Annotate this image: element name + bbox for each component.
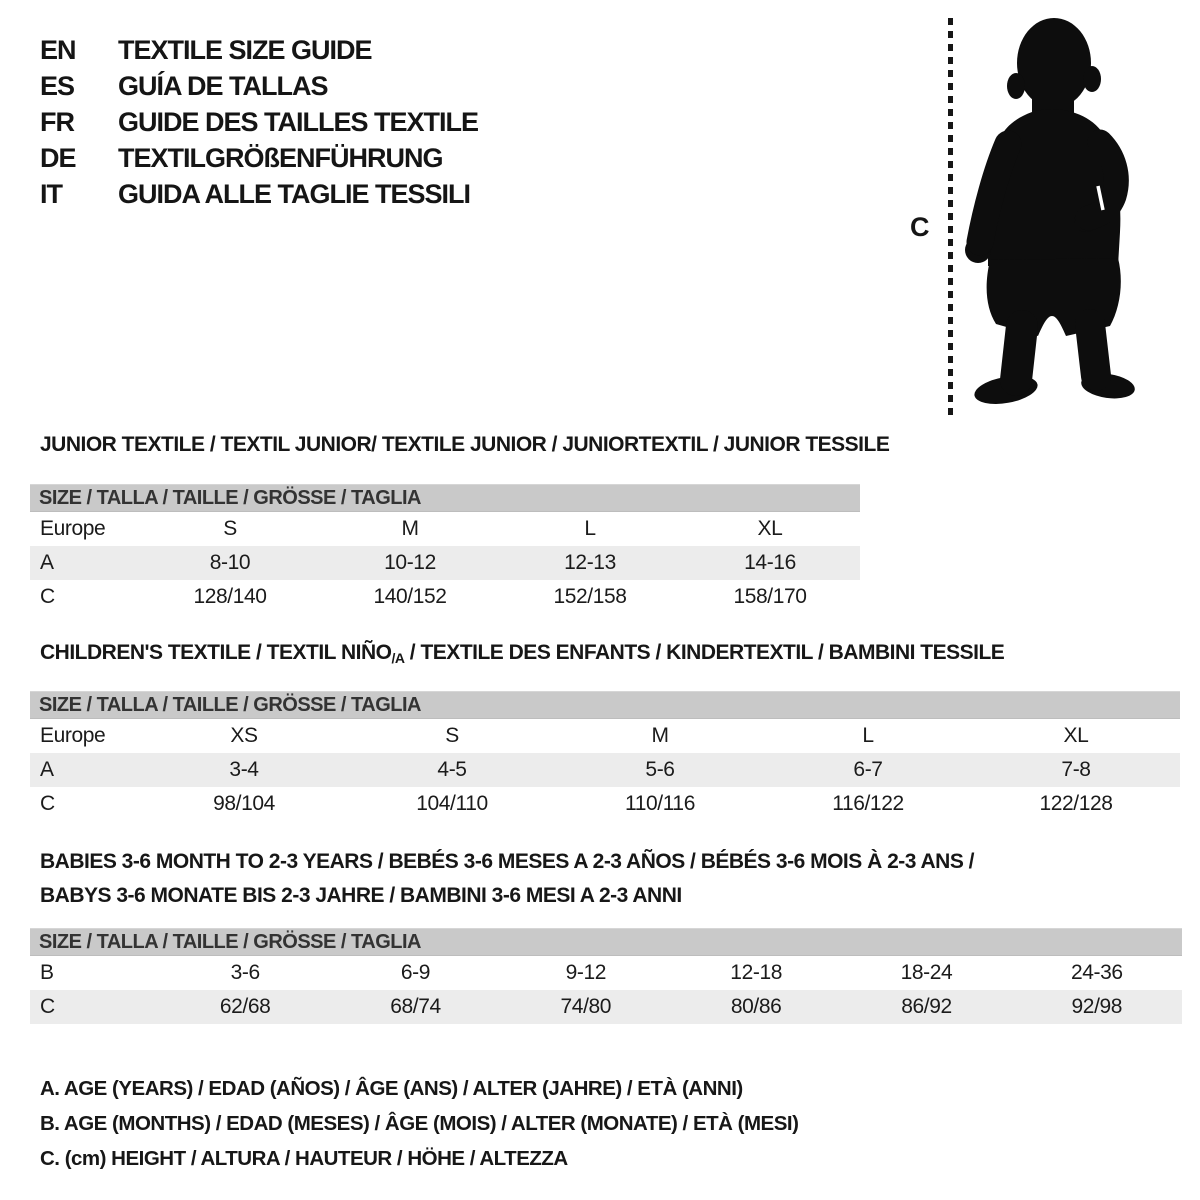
- height-cell: 116/122: [832, 792, 904, 815]
- size-cell: XS: [230, 724, 258, 747]
- age-cell: 10-12: [384, 551, 436, 574]
- language-code: ES: [40, 70, 75, 101]
- table-row-age: [30, 753, 1180, 787]
- children-title-text: / TEXTILE DES ENFANTS / KINDERTEXTIL / BAMBINI TESSILE: [404, 641, 1005, 664]
- size-cell: S: [223, 517, 237, 540]
- row-label: A: [40, 551, 54, 574]
- junior-size-table: [30, 484, 860, 614]
- age-cell: 9-12: [565, 961, 607, 984]
- row-label: C: [40, 995, 55, 1018]
- footnote-c: C. (cm) HEIGHT / ALTURA / HAUTEUR / HÖHE / ALTEZZA: [40, 1147, 568, 1170]
- language-row: [40, 104, 478, 140]
- language-title-list: [40, 32, 478, 212]
- footnote-a: A. AGE (YEARS) / EDAD (AÑOS) / ÂGE (ANS) / ALTER (JAHRE) / ETÀ (ANNI): [40, 1077, 743, 1100]
- age-cell: 24-36: [1070, 961, 1123, 984]
- table-row-age-months: [30, 956, 1182, 990]
- language-code: IT: [40, 178, 62, 209]
- height-cell: 122/128: [1039, 792, 1113, 815]
- babies-title-line1: BABIES 3-6 MONTH TO 2-3 YEARS / BEBÉS 3-6 MESES A 2-3 AÑOS / BÉBÉS 3-6 MOIS À 2-3 ANS /: [40, 850, 975, 873]
- row-label: C: [40, 585, 55, 608]
- size-header-band: SIZE / TALLA / TAILLE / GRÖSSE / TAGLIA: [30, 484, 860, 512]
- height-cell: 98/104: [213, 792, 275, 815]
- table-row-europe: [30, 719, 1180, 753]
- language-row: [40, 32, 478, 68]
- age-cell: 12-13: [564, 551, 616, 574]
- table-row-europe: [30, 512, 860, 546]
- row-label: C: [40, 792, 55, 815]
- height-cell: 92/98: [1071, 995, 1123, 1018]
- age-cell: 18-24: [900, 961, 953, 984]
- row-label: A: [40, 758, 54, 781]
- table-row-height: [30, 580, 860, 614]
- age-cell: 8-10: [209, 551, 251, 574]
- language-code: FR: [40, 106, 74, 137]
- row-label: Europe: [40, 724, 106, 747]
- age-cell: 7-8: [1061, 758, 1091, 781]
- size-cell: L: [584, 517, 596, 540]
- babies-section-title: [40, 845, 974, 913]
- height-cell: 128/140: [193, 585, 267, 608]
- height-cell: 80/86: [730, 995, 782, 1018]
- height-cell: 74/80: [560, 995, 612, 1018]
- language-code: EN: [40, 34, 76, 65]
- language-label: GUIDE DES TAILLES TEXTILE: [118, 106, 479, 137]
- footnote-legend: [40, 1071, 798, 1176]
- height-cell: 86/92: [901, 995, 952, 1018]
- size-cell: S: [445, 724, 459, 747]
- table-row-age: [30, 546, 860, 580]
- height-measure-dashed-line: [948, 18, 953, 416]
- language-row: [40, 176, 478, 212]
- footnote-b: B. AGE (MONTHS) / EDAD (MESES) / ÂGE (MOIS) / ALTER (MONATE) / ETÀ (MESI): [40, 1112, 799, 1135]
- size-cell: XL: [1063, 724, 1089, 747]
- age-cell: 12-18: [730, 961, 783, 984]
- row-label: Europe: [40, 517, 106, 540]
- age-cell: 3-6: [230, 961, 260, 984]
- age-cell: 5-6: [645, 758, 675, 781]
- language-row: [40, 140, 478, 176]
- height-cell: 158/170: [733, 585, 807, 608]
- age-cell: 14-16: [744, 551, 796, 574]
- junior-section-title: JUNIOR TEXTILE / TEXTIL JUNIOR/ TEXTILE JUNIOR / JUNIORTEXTIL / JUNIOR TESSILE: [40, 433, 890, 456]
- table-row-height: [30, 990, 1182, 1024]
- table-row-height: [30, 787, 1180, 821]
- language-row: [40, 68, 478, 104]
- age-cell: 3-4: [229, 758, 259, 781]
- children-title-text: CHILDREN'S TEXTILE / TEXTIL NIÑO: [40, 641, 392, 664]
- height-cell: 104/110: [416, 792, 488, 815]
- language-label: TEXTILE SIZE GUIDE: [118, 34, 372, 65]
- toddler-silhouette-icon: [962, 14, 1138, 418]
- children-section-title: [40, 641, 1004, 666]
- height-cell: 68/74: [390, 995, 441, 1018]
- size-header-band: SIZE / TALLA / TAILLE / GRÖSSE / TAGLIA: [30, 691, 1180, 719]
- size-cell: L: [862, 724, 874, 747]
- babies-size-table: [30, 928, 1182, 1024]
- language-code: DE: [40, 142, 76, 173]
- age-cell: 6-9: [400, 961, 431, 984]
- age-cell: 4-5: [437, 758, 467, 781]
- size-cell: XL: [757, 517, 783, 540]
- height-cell: 62/68: [219, 995, 271, 1018]
- height-cell: 152/158: [553, 585, 627, 608]
- size-cell: M: [651, 724, 669, 747]
- age-cell: 6-7: [853, 758, 883, 781]
- row-label: B: [40, 961, 54, 984]
- language-label: GUIDA ALLE TAGLIE TESSILI: [118, 178, 470, 209]
- size-header-band: SIZE / TALLA / TAILLE / GRÖSSE / TAGLIA: [30, 928, 1182, 956]
- height-cell: 140/152: [373, 585, 447, 608]
- children-size-table: [30, 691, 1180, 821]
- height-cell: 110/116: [625, 792, 695, 815]
- children-title-subscript: /A: [391, 650, 405, 666]
- babies-title-line2: BABYS 3-6 MONATE BIS 2-3 JAHRE / BAMBINI 3-6 MESI A 2-3 ANNI: [40, 884, 682, 907]
- language-label: TEXTILGRÖßENFÜHRUNG: [118, 142, 443, 173]
- language-label: GUÍA DE TALLAS: [118, 70, 328, 101]
- height-measure-label: C: [910, 212, 930, 242]
- size-cell: M: [401, 517, 419, 540]
